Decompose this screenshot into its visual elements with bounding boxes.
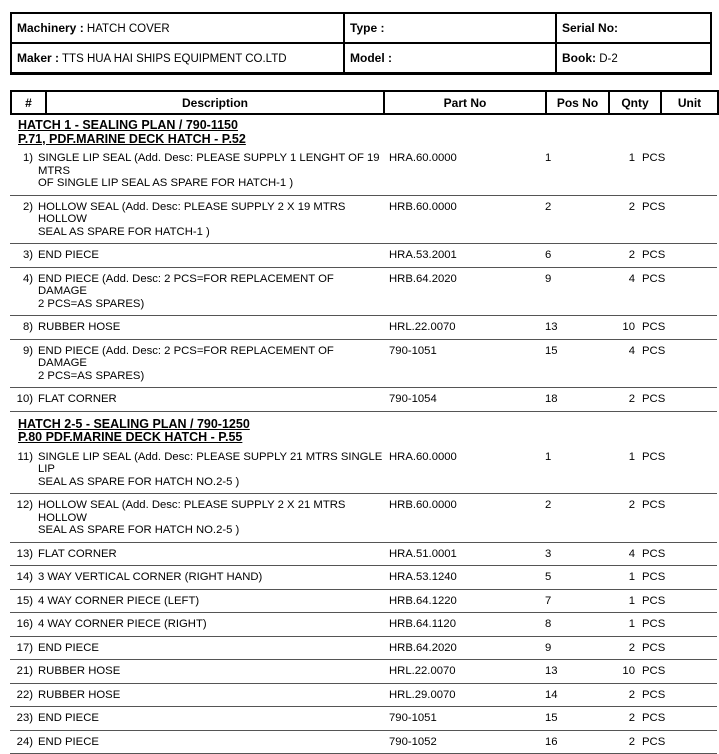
item-pos-no: 3 (543, 548, 605, 561)
item-pos-no: 16 (543, 736, 605, 749)
item-qnty: 2 (605, 736, 635, 749)
item-unit: PCS (635, 595, 717, 608)
item-unit: PCS (635, 201, 717, 214)
item-pos-no: 5 (543, 571, 605, 584)
part-row (10, 543, 717, 567)
item-number: 8) (10, 321, 33, 334)
model-cell (344, 43, 556, 74)
item-qnty: 1 (605, 595, 635, 608)
item-pos-no: 6 (543, 249, 605, 262)
part-row (10, 340, 717, 389)
description-line: RUBBER HOSE (38, 665, 383, 678)
item-part-no: HRB.64.2020 (383, 273, 543, 286)
item-qnty: 2 (605, 249, 635, 262)
header-pos-no: Pos No (546, 91, 609, 114)
section-title-line1: HATCH 2-5 - SEALING PLAN / 790-1250 (18, 418, 250, 432)
type-label: Type : (350, 21, 384, 35)
part-row (10, 731, 717, 754)
item-unit: PCS (635, 345, 717, 358)
part-row (10, 147, 717, 196)
item-part-no: 790-1051 (383, 712, 543, 725)
item-unit: PCS (635, 642, 717, 655)
item-number: 15) (10, 595, 33, 608)
description-line: HOLLOW SEAL (Add. Desc: PLEASE SUPPLY 2 X 21 MTRS HOLLOW (38, 499, 383, 524)
header-unit: Unit (661, 91, 718, 114)
part-row (10, 388, 717, 412)
item-unit: PCS (635, 321, 717, 334)
item-qnty: 2 (605, 689, 635, 702)
item-unit: PCS (635, 665, 717, 678)
header-qnty: Qnty (609, 91, 661, 114)
parts-table-header-row (11, 91, 718, 114)
item-number: 14) (10, 571, 33, 584)
item-description (33, 548, 383, 561)
item-description (33, 451, 383, 489)
part-row (10, 684, 717, 708)
item-qnty: 1 (605, 618, 635, 631)
description-line: 2 PCS=AS SPARES) (38, 370, 383, 383)
item-unit: PCS (635, 273, 717, 286)
item-part-no: HRA.60.0000 (383, 451, 543, 464)
description-line: SEAL AS SPARE FOR HATCH-1 ) (38, 226, 383, 239)
item-description (33, 642, 383, 655)
part-row (10, 660, 717, 684)
part-row (10, 590, 717, 614)
description-line: END PIECE (Add. Desc: 2 PCS=FOR REPLACEMENT OF DAMAGE (38, 273, 383, 298)
description-line: END PIECE (38, 249, 383, 262)
item-description (33, 689, 383, 702)
item-qnty: 10 (605, 665, 635, 678)
section-rows (10, 446, 717, 754)
description-line: FLAT CORNER (38, 548, 383, 561)
description-line: SINGLE LIP SEAL (Add. Desc: PLEASE SUPPLY 1 LENGHT OF 19 MTRS (38, 152, 383, 177)
item-pos-no: 14 (543, 689, 605, 702)
hatch-section (10, 119, 717, 412)
item-pos-no: 1 (543, 451, 605, 464)
item-pos-no: 9 (543, 642, 605, 655)
serial-cell (556, 13, 711, 43)
item-part-no: HRB.60.0000 (383, 499, 543, 512)
item-description (33, 393, 383, 406)
item-part-no: HRL.29.0070 (383, 689, 543, 702)
description-line: RUBBER HOSE (38, 321, 383, 334)
item-pos-no: 15 (543, 712, 605, 725)
description-line: SINGLE LIP SEAL (Add. Desc: PLEASE SUPPLY 21 MTRS SINGLE LIP (38, 451, 383, 476)
item-pos-no: 2 (543, 499, 605, 512)
item-description (33, 618, 383, 631)
item-part-no: HRB.64.2020 (383, 642, 543, 655)
description-line: END PIECE (38, 736, 383, 749)
item-qnty: 4 (605, 548, 635, 561)
section-title (18, 418, 717, 445)
book-cell (556, 43, 711, 74)
type-cell (344, 13, 556, 43)
item-description (33, 201, 383, 239)
item-qnty: 2 (605, 499, 635, 512)
item-number: 10) (10, 393, 33, 406)
section-title (18, 119, 717, 146)
item-pos-no: 2 (543, 201, 605, 214)
machinery-label: Machinery : (17, 21, 84, 35)
item-number: 2) (10, 201, 33, 214)
item-qnty: 2 (605, 201, 635, 214)
maker-cell (11, 43, 344, 74)
header-part-no: Part No (384, 91, 546, 114)
item-qnty: 4 (605, 345, 635, 358)
machinery-cell (11, 13, 344, 43)
header-description: Description (46, 91, 384, 114)
item-description (33, 499, 383, 537)
part-row (10, 316, 717, 340)
item-number: 3) (10, 249, 33, 262)
meta-row-1 (11, 13, 711, 43)
item-description (33, 665, 383, 678)
item-part-no: HRA.60.0000 (383, 152, 543, 165)
item-number: 21) (10, 665, 33, 678)
item-number: 11) (10, 451, 33, 464)
maker-value: TTS HUA HAI SHIPS EQUIPMENT CO.LTD (62, 53, 287, 65)
item-part-no: 790-1054 (383, 393, 543, 406)
item-unit: PCS (635, 393, 717, 406)
item-pos-no: 15 (543, 345, 605, 358)
description-line: 4 WAY CORNER PIECE (RIGHT) (38, 618, 383, 631)
machinery-value: HATCH COVER (87, 23, 170, 35)
item-qnty: 2 (605, 642, 635, 655)
item-part-no: HRA.51.0001 (383, 548, 543, 561)
machinery-info-table (10, 12, 712, 75)
hatch-section (10, 418, 717, 754)
item-part-no: HRL.22.0070 (383, 665, 543, 678)
description-line: OF SINGLE LIP SEAL AS SPARE FOR HATCH-1 ) (38, 177, 383, 190)
item-qnty: 10 (605, 321, 635, 334)
part-row (10, 613, 717, 637)
item-pos-no: 13 (543, 321, 605, 334)
description-line: END PIECE (38, 642, 383, 655)
item-description (33, 345, 383, 383)
item-unit: PCS (635, 499, 717, 512)
item-pos-no: 18 (543, 393, 605, 406)
item-part-no: HRB.64.1220 (383, 595, 543, 608)
item-qnty: 1 (605, 451, 635, 464)
parts-table-body (10, 113, 717, 754)
section-rows (10, 147, 717, 412)
item-qnty: 1 (605, 152, 635, 165)
item-qnty: 4 (605, 273, 635, 286)
part-row (10, 244, 717, 268)
item-part-no: HRB.64.1120 (383, 618, 543, 631)
item-part-no: HRA.53.2001 (383, 249, 543, 262)
part-row (10, 268, 717, 317)
item-number: 9) (10, 345, 33, 358)
item-pos-no: 7 (543, 595, 605, 608)
part-row (10, 446, 717, 495)
item-unit: PCS (635, 451, 717, 464)
item-pos-no: 9 (543, 273, 605, 286)
item-description (33, 571, 383, 584)
item-description (33, 595, 383, 608)
part-row (10, 637, 717, 661)
item-part-no: HRB.60.0000 (383, 201, 543, 214)
part-row (10, 566, 717, 590)
item-unit: PCS (635, 571, 717, 584)
item-qnty: 1 (605, 571, 635, 584)
item-number: 12) (10, 499, 33, 512)
description-line: FLAT CORNER (38, 393, 383, 406)
item-unit: PCS (635, 689, 717, 702)
description-line: 4 WAY CORNER PIECE (LEFT) (38, 595, 383, 608)
item-number: 4) (10, 273, 33, 286)
item-part-no: HRL.22.0070 (383, 321, 543, 334)
header-num: # (11, 91, 46, 114)
section-title-line2: P.80 PDF.MARINE DECK HATCH - P.55 (18, 431, 242, 445)
item-qnty: 2 (605, 393, 635, 406)
item-pos-no: 1 (543, 152, 605, 165)
item-unit: PCS (635, 249, 717, 262)
item-description (33, 712, 383, 725)
model-label: Model : (350, 51, 392, 65)
item-description (33, 249, 383, 262)
item-unit: PCS (635, 736, 717, 749)
description-line: HOLLOW SEAL (Add. Desc: PLEASE SUPPLY 2 X 19 MTRS HOLLOW (38, 201, 383, 226)
description-line: SEAL AS SPARE FOR HATCH NO.2-5 ) (38, 476, 383, 489)
parts-table-header (10, 90, 719, 115)
description-line: END PIECE (Add. Desc: 2 PCS=FOR REPLACEMENT OF DAMAGE (38, 345, 383, 370)
part-row (10, 494, 717, 543)
item-number: 23) (10, 712, 33, 725)
item-pos-no: 8 (543, 618, 605, 631)
item-unit: PCS (635, 618, 717, 631)
item-number: 13) (10, 548, 33, 561)
item-part-no: 790-1052 (383, 736, 543, 749)
description-line: SEAL AS SPARE FOR HATCH NO.2-5 ) (38, 524, 383, 537)
item-unit: PCS (635, 712, 717, 725)
description-line: 2 PCS=AS SPARES) (38, 298, 383, 311)
meta-row-2 (11, 43, 711, 74)
item-number: 22) (10, 689, 33, 702)
item-number: 1) (10, 152, 33, 165)
item-description (33, 321, 383, 334)
maker-label: Maker : (17, 51, 59, 65)
item-unit: PCS (635, 548, 717, 561)
section-title-line1: HATCH 1 - SEALING PLAN / 790-1150 (18, 119, 238, 133)
item-description (33, 152, 383, 190)
description-line: 3 WAY VERTICAL CORNER (RIGHT HAND) (38, 571, 383, 584)
item-number: 17) (10, 642, 33, 655)
part-row (10, 707, 717, 731)
item-description (33, 736, 383, 749)
section-title-line2: P.71, PDF.MARINE DECK HATCH - P.52 (18, 133, 246, 147)
item-qnty: 2 (605, 712, 635, 725)
item-description (33, 273, 383, 311)
serial-no-label: Serial No: (562, 21, 618, 35)
book-label: Book: (562, 51, 596, 65)
item-part-no: 790-1051 (383, 345, 543, 358)
part-row (10, 196, 717, 245)
book-value: D-2 (599, 53, 618, 65)
item-pos-no: 13 (543, 665, 605, 678)
description-line: END PIECE (38, 712, 383, 725)
description-line: RUBBER HOSE (38, 689, 383, 702)
item-part-no: HRA.53.1240 (383, 571, 543, 584)
item-number: 16) (10, 618, 33, 631)
item-unit: PCS (635, 152, 717, 165)
item-number: 24) (10, 736, 33, 749)
